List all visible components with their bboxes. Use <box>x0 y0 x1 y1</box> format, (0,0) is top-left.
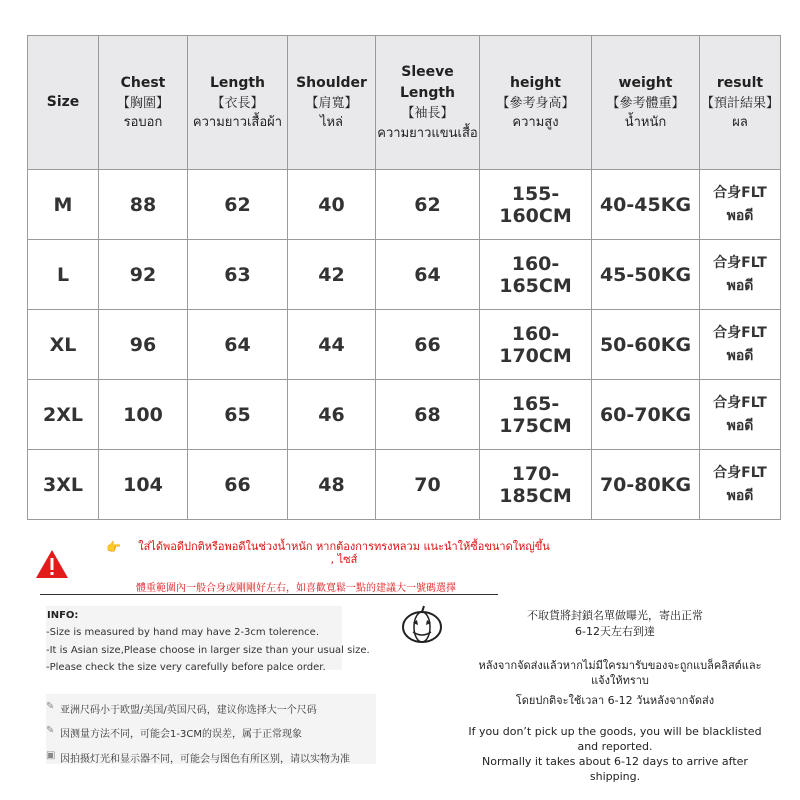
cell-shoulder: 42 <box>288 240 376 310</box>
cell-result: 合身FLT พอดี <box>700 380 781 450</box>
pointing-hand-icon: 👉 <box>106 540 121 554</box>
cell-sleeve: 68 <box>376 380 480 450</box>
table-header-row <box>28 36 781 170</box>
cell-length: 65 <box>188 380 288 450</box>
pencil-icon: ✎ <box>46 725 55 736</box>
cell-shoulder: 48 <box>288 450 376 520</box>
warning-triangle-icon <box>35 549 69 579</box>
cell-weight: 50-60KG <box>592 310 700 380</box>
cell-height: 160-165CM <box>480 240 592 310</box>
cell-size: XL <box>28 310 99 380</box>
notice-cn-line1: 不取貨將封鎖名單做曝光，寄出正常 <box>527 609 703 622</box>
table-row <box>28 380 781 450</box>
cn-note: 因拍摄灯光和显示器不同，可能会与图色有所区别，请以实物为准 <box>60 754 350 765</box>
cell-height: 160-170CM <box>480 310 592 380</box>
divider <box>40 594 498 595</box>
cell-sleeve: 62 <box>376 170 480 240</box>
cell-sleeve: 66 <box>376 310 480 380</box>
info-panel <box>46 606 342 670</box>
cell-height: 155-160CM <box>480 170 592 240</box>
warning-chinese-text: 體重範圍內一般合身或剛剛好左右，如喜歡寬鬆一點的建議大一號碼選擇 <box>136 583 456 594</box>
header-length: Length 【衣長】 ความยาวเสื้อผ้า <box>188 36 288 170</box>
cell-chest: 92 <box>99 240 188 310</box>
warning-thai-text: ใส่ได้พอดีปกติหรือพอดีในช่วงน้ำหนัก หากต้องการทรงหลวม แนะนำให้ซื้อขนาดใหญ่ขึ้น , ไซส์ <box>138 540 550 566</box>
cell-shoulder: 46 <box>288 380 376 450</box>
cell-weight: 60-70KG <box>592 380 700 450</box>
table-row <box>28 310 781 380</box>
pencil-icon: ✎ <box>46 701 55 712</box>
info-title: INFO: <box>47 610 79 621</box>
cell-chest: 88 <box>99 170 188 240</box>
cell-result: 合身FLT พอดี <box>700 450 781 520</box>
cell-length: 63 <box>188 240 288 310</box>
cell-length: 66 <box>188 450 288 520</box>
notice-thai-line2: โดยปกติจะใช้เวลา 6-12 วันหลังจากจัดส่ง <box>515 694 715 707</box>
cell-height: 170-185CM <box>480 450 592 520</box>
table-row <box>28 450 781 520</box>
cell-sleeve: 64 <box>376 240 480 310</box>
header-size: Size <box>28 36 99 170</box>
cell-shoulder: 40 <box>288 170 376 240</box>
cell-chest: 100 <box>99 380 188 450</box>
cell-size: 2XL <box>28 380 99 450</box>
notice-thai-line1: หลังจากจัดส่งแล้วหากไม่มีใครมารับของจะถูกแบล็คลิสต์และแจ้งให้ทราบ <box>478 659 762 687</box>
info-line: -It is Asian size,Please choose in larger size than your usual size. <box>46 645 370 656</box>
header-result: result 【預計結果】 ผล <box>700 36 781 170</box>
cell-result: 合身FLT พอดี <box>700 240 781 310</box>
header-chest: Chest 【胸圍】 รอบอก <box>99 36 188 170</box>
cn-note: 因测量方法不同，可能会1-3CM的误差，属于正常现象 <box>60 729 302 740</box>
pumpkin-icon <box>400 603 444 645</box>
table-row <box>28 240 781 310</box>
cell-shoulder: 44 <box>288 310 376 380</box>
header-sleeve-length: Sleeve Length 【袖長】 ความยาวแขนเสื้อ <box>376 36 480 170</box>
cell-chest: 96 <box>99 310 188 380</box>
cell-result: 合身FLT พอดี <box>700 170 781 240</box>
info-line: -Size is measured by hand may have 2-3cm tolerence. <box>46 627 320 638</box>
notice-en-line2: Normally it takes about 6-12 days to arrive after shipping. <box>482 755 748 783</box>
info-line: -Please check the size very carefully before palce order. <box>46 662 326 673</box>
cell-size: L <box>28 240 99 310</box>
notice-en-line1: If you don’t pick up the goods, you will be blacklisted and reported. <box>468 725 762 753</box>
table-row <box>28 170 781 240</box>
camera-icon: ▣ <box>46 750 56 761</box>
cn-note: 亚洲尺码小于欧盟/美国/英国尺码，建议你选择大一个尺码 <box>60 705 317 716</box>
header-weight: weight 【參考體重】 น้ำหนัก <box>592 36 700 170</box>
cell-height: 165-175CM <box>480 380 592 450</box>
cell-chest: 104 <box>99 450 188 520</box>
size-table <box>27 35 781 520</box>
cell-length: 64 <box>188 310 288 380</box>
header-height: height 【參考身高】 ความสูง <box>480 36 592 170</box>
cell-weight: 70-80KG <box>592 450 700 520</box>
cell-sleeve: 70 <box>376 450 480 520</box>
cell-result: 合身FLT พอดี <box>700 310 781 380</box>
cell-weight: 40-45KG <box>592 170 700 240</box>
cell-size: M <box>28 170 99 240</box>
cell-length: 62 <box>188 170 288 240</box>
cell-size: 3XL <box>28 450 99 520</box>
notice-cn-line2: 6-12天左右到達 <box>575 625 655 638</box>
header-shoulder: Shoulder 【肩寬】 ไหล่ <box>288 36 376 170</box>
cell-weight: 45-50KG <box>592 240 700 310</box>
